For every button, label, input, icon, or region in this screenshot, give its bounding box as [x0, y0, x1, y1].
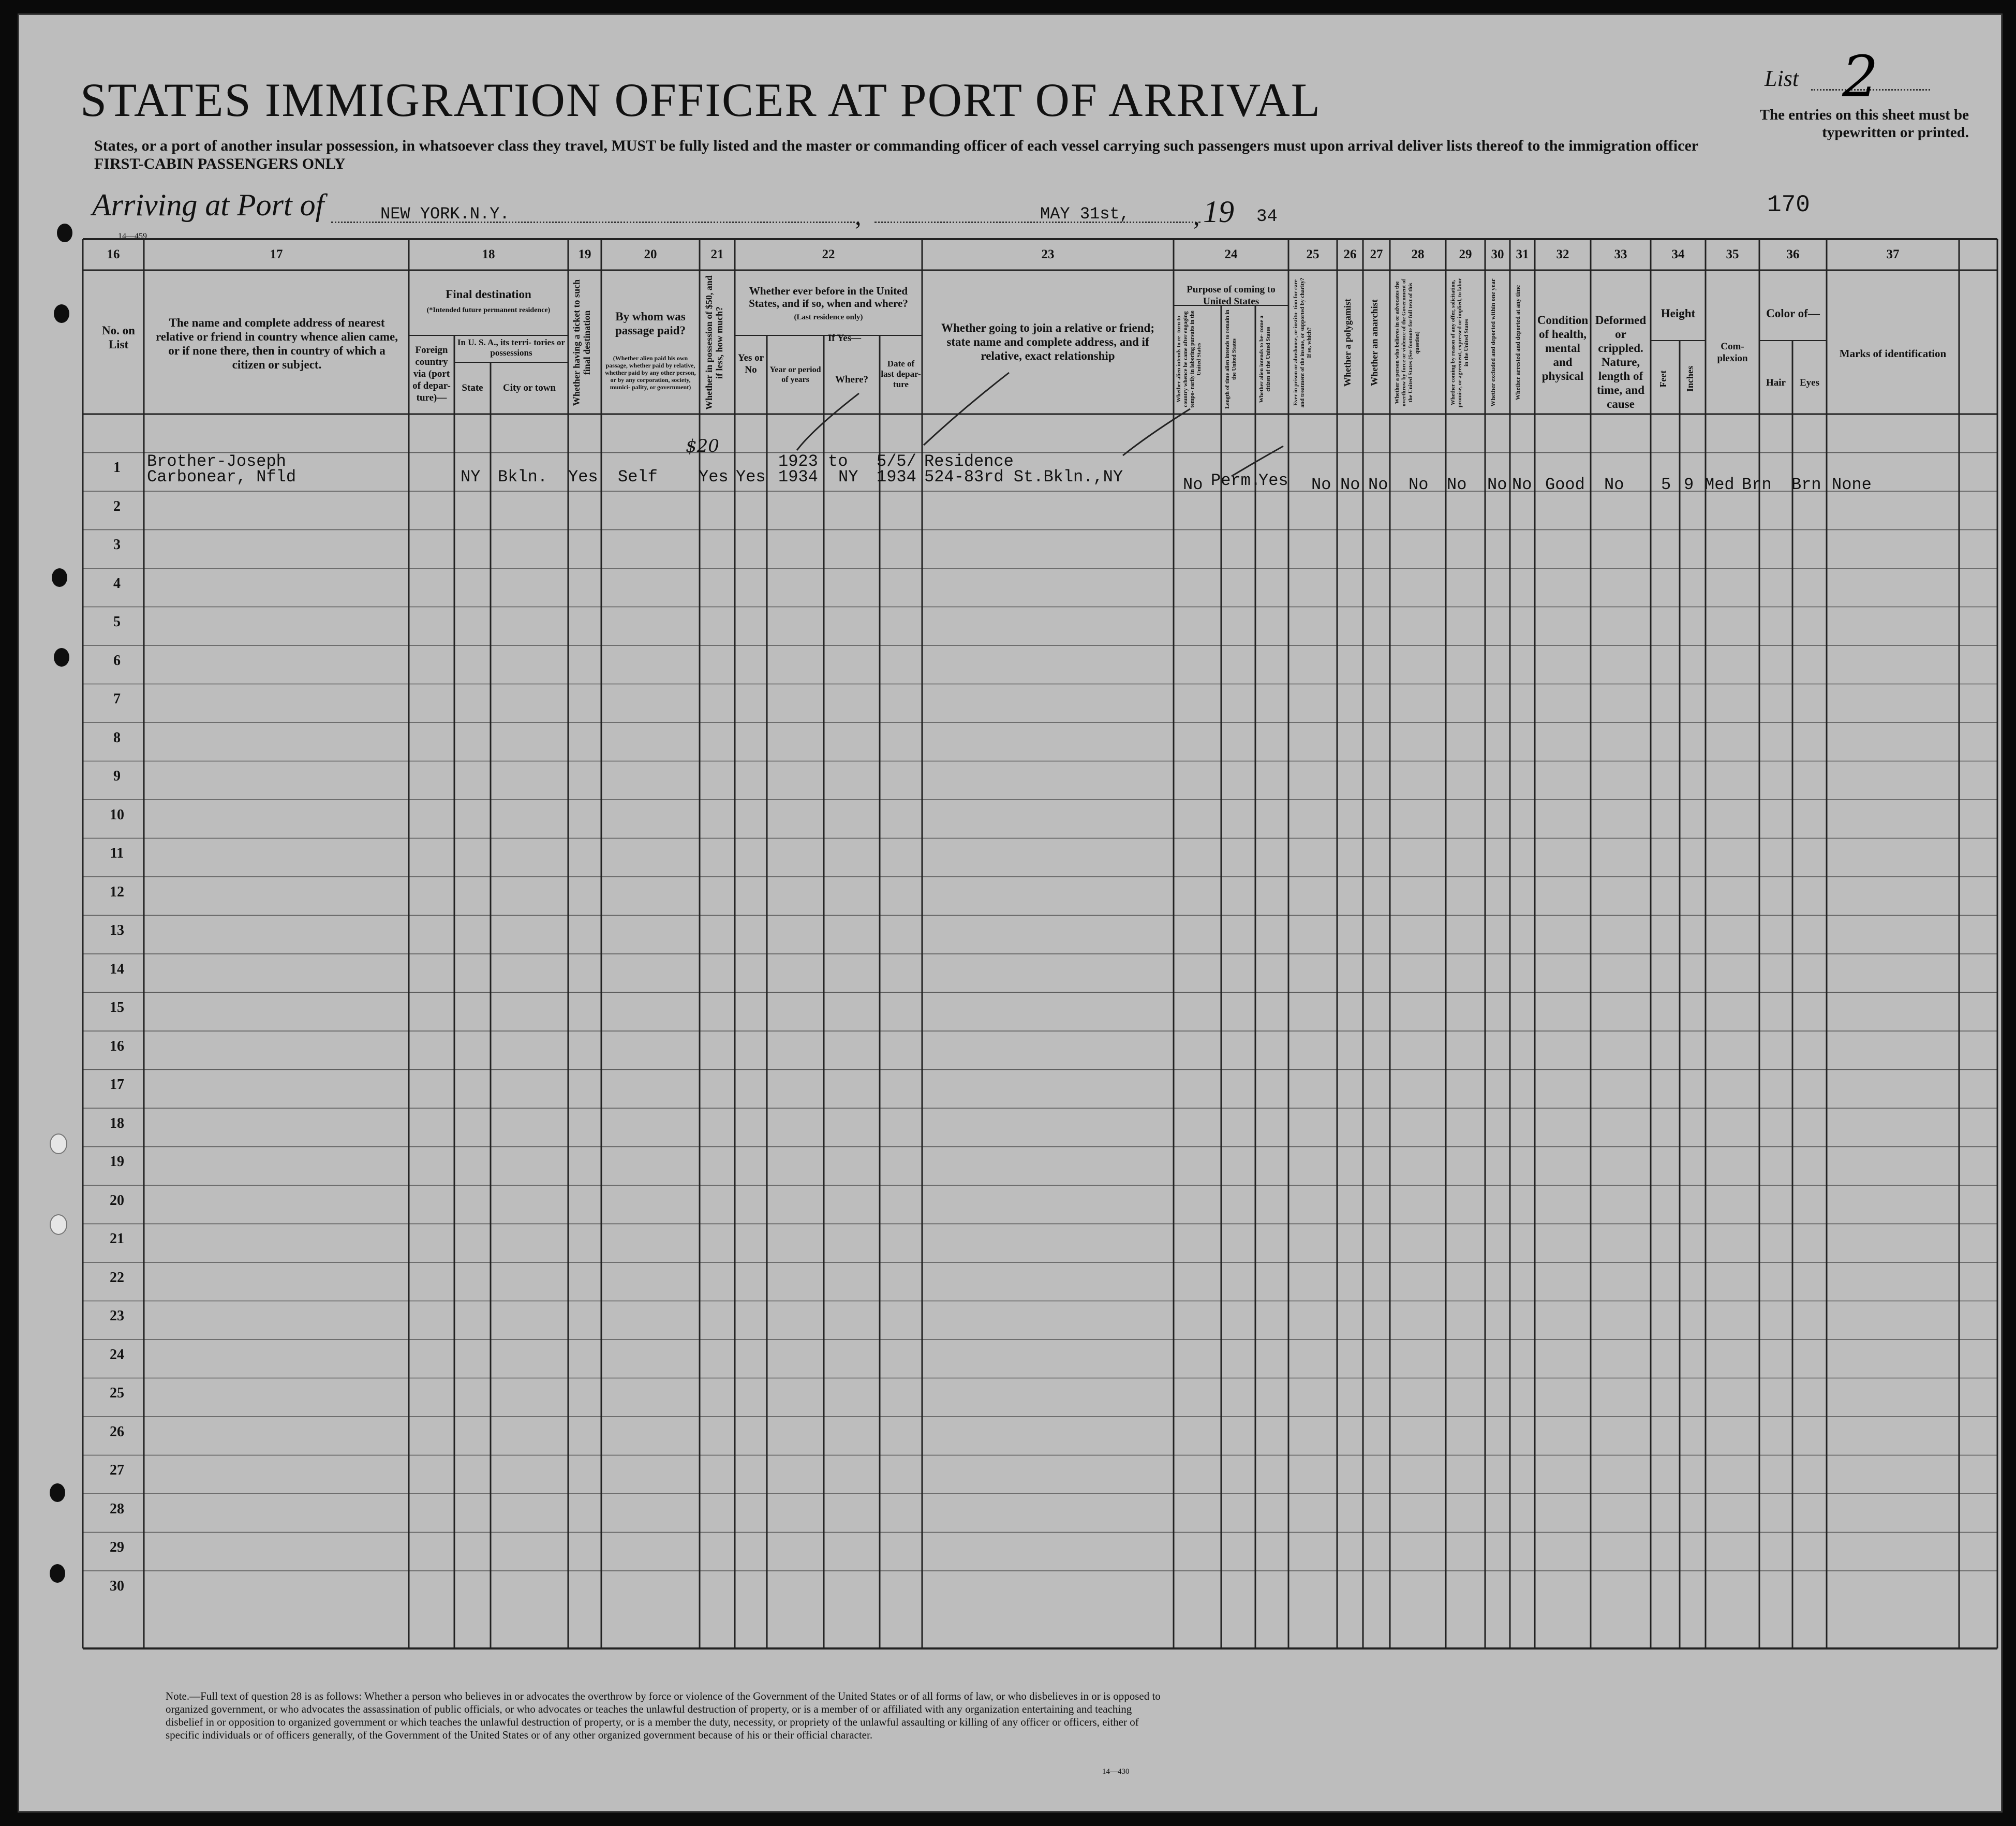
- row-number: 20: [110, 1192, 124, 1209]
- row1-polygamist: No: [1340, 475, 1360, 494]
- hdr-feet: Feet: [1658, 370, 1668, 388]
- col-num: 19: [578, 247, 591, 261]
- hdr-by-whom: By whom was passage paid?: [615, 310, 686, 337]
- entries-note: The entries on this sheet must be typewritten or printed.: [1759, 107, 1969, 141]
- row-number: 13: [110, 922, 124, 938]
- hdr-q29: Whether coming by reason of any offer, solicitation, promise, or agreement, expressed or implied, to labor in the United States: [1450, 277, 1470, 408]
- hdr-polygamist: Whether a polygamist: [1342, 299, 1353, 387]
- hdr-ever-before: Whether ever before in the United States, and if so, when and where?: [749, 285, 908, 310]
- col-num: 26: [1343, 247, 1357, 261]
- row-number: 8: [113, 729, 121, 746]
- hdr-joining-relative: Whether going to join a relative or friend; state name and complete address, and if relative, exact relationship: [941, 321, 1155, 362]
- list-number: 2: [1842, 43, 1878, 110]
- hdr-if-yes: If Yes—: [827, 333, 862, 344]
- row1-money-note: $20: [686, 436, 719, 456]
- row-number: 4: [113, 575, 121, 592]
- row1-state: NY: [461, 467, 481, 487]
- row-number: 19: [110, 1154, 124, 1170]
- hdr-purpose-c: Whether alien intends to be- come a citizen of the United States: [1258, 315, 1271, 403]
- row-number: 21: [110, 1231, 124, 1247]
- comma: ,: [1193, 201, 1200, 230]
- col-num: 20: [644, 247, 657, 261]
- hdr-prison: Ever in prison or almshouse, or institu- tion for care and treatment of the insane, or supported by charity? If so, which?: [1293, 277, 1312, 408]
- page-number: 170: [1767, 192, 1810, 218]
- hdr-purpose-b: Length of time alien intends to remain in the United States: [1224, 310, 1237, 409]
- col-num: 16: [107, 247, 120, 261]
- hdr-foreign-country: Foreign country via (port of depar- ture)—: [412, 345, 451, 403]
- row-number: 30: [110, 1578, 124, 1594]
- row1-ever-before: Yes: [736, 467, 766, 487]
- row1-where: NY: [838, 467, 858, 487]
- row-number: 12: [110, 883, 124, 900]
- row-number: 17: [110, 1077, 124, 1093]
- row-number: 3: [113, 537, 121, 553]
- col-num: 21: [710, 247, 724, 261]
- year-suffix: 34: [1256, 207, 1278, 227]
- date-value: MAY 31st,: [1040, 204, 1130, 224]
- col-num: 33: [1614, 247, 1627, 261]
- cabin-class: FIRST-CABIN PASSENGERS ONLY: [94, 155, 346, 172]
- row1-complexion: Med: [1704, 475, 1735, 494]
- hdr-year-period: Year or period of years: [769, 365, 821, 384]
- row1-relative-line2: Carbonear, Nfld: [147, 467, 297, 487]
- row1-purpose-a: No: [1183, 475, 1203, 494]
- col-num: 34: [1671, 247, 1685, 261]
- col-num: 28: [1411, 247, 1425, 261]
- page-title: STATES IMMIGRATION OFFICER AT PORT OF ARRIVAL: [80, 73, 1321, 126]
- hdr-last-residence: (Last residence only): [794, 313, 863, 321]
- row1-city: Bkln.: [498, 467, 548, 487]
- row1-condition: Good: [1545, 475, 1585, 494]
- row1-deformed: No: [1604, 475, 1624, 494]
- row-number: 25: [110, 1385, 124, 1401]
- row1-relative-line1: Brother-Joseph: [147, 452, 286, 471]
- hdr-color-of: Color of—: [1766, 307, 1820, 320]
- hdr-purpose-a: Whether alien intends to re- turn to country whence he came after engaging tempo- rarily in laboring pursuits in the United States: [1176, 311, 1202, 408]
- form-number-bottom: 14—430: [1102, 1768, 1130, 1776]
- row-number: 14: [110, 961, 124, 977]
- year-prefix: 19: [1203, 195, 1234, 229]
- hdr-q28: Whether a person who believes in or advocates the overthrow by force or violence of the Government of the United States (See footnote for full text of this question): [1394, 278, 1420, 407]
- col-num: 17: [270, 247, 283, 261]
- row-number: 16: [110, 1038, 124, 1054]
- row1-prison: No: [1311, 475, 1331, 494]
- row1-ticket: Yes: [568, 467, 598, 487]
- arriving-label: Arriving at Port of: [92, 188, 324, 222]
- col-num: 36: [1786, 247, 1800, 261]
- row-number: 11: [110, 845, 124, 861]
- row1-q31: No: [1512, 475, 1532, 494]
- col-num: 37: [1886, 247, 1900, 261]
- form-number-top: 14—459: [118, 232, 147, 241]
- hdr-marks: Marks of identification: [1839, 347, 1947, 360]
- row-number: 6: [113, 652, 121, 669]
- hdr-in-usa: In U. S. A., its terri- tories or possessions: [457, 337, 566, 358]
- row1-marks: None: [1832, 475, 1872, 494]
- row1-departure-line1: 5/5/: [877, 452, 916, 471]
- row-number: 7: [113, 691, 121, 707]
- hdr-possession-50: Whether in possession of $50, and if less, how much?: [704, 275, 724, 410]
- row-number: 28: [110, 1500, 124, 1517]
- row-number: 29: [110, 1539, 124, 1555]
- row1-purpose-b: Perm.: [1211, 471, 1261, 490]
- hdr-no-on-list: No. on List: [102, 324, 135, 351]
- row1-departure-line2: 1934: [877, 467, 916, 487]
- hdr-ticket: Whether having a ticket to such final destination: [571, 279, 592, 406]
- hdr-eyes: Eyes: [1800, 377, 1819, 388]
- hdr-q30: Whether excluded and deported within one year: [1489, 278, 1496, 407]
- hdr-inches: Inches: [1685, 366, 1695, 392]
- comma: ,: [855, 201, 862, 230]
- row1-hair: Brn: [1742, 475, 1772, 494]
- col-num: 30: [1491, 247, 1504, 261]
- footnote-q28: Note.—Full text of question 28 is as follows: Whether a person who believes in or advocates the overthrow by force or violence of the Government of the United States or of all forms of law, or who disbelieves in or is opposed to organized government, or who advocates the assassination of public officials, or who advocates or teaches the unlawful destruction of property, or is a member of or affiliated with any organization entertaining and teaching disbelief in or opposition to organized government or which teaches the unlawful destruction of property, or is a member the duty, necessity, or propriety of the unlawful assaulting or killing of any officer or officers, either of specific individuals or of officers generally, of the Government of the United States or of any other organized government because of his or their official character.: [166, 1690, 1161, 1741]
- row1-inches: 9: [1684, 475, 1694, 494]
- port-value: NEW YORK.N.Y.: [380, 204, 510, 224]
- col-num: 31: [1516, 247, 1529, 261]
- col-num: 25: [1306, 247, 1320, 261]
- hdr-city: City or town: [502, 382, 556, 393]
- row1-q30: No: [1487, 475, 1507, 494]
- row1-q29: No: [1447, 475, 1467, 494]
- row1-years-line1: 1923 to: [778, 452, 848, 471]
- row-number: 22: [110, 1269, 124, 1286]
- col-num: 24: [1224, 247, 1238, 261]
- row-number: 10: [110, 806, 124, 823]
- row1-joining-line2: 524-83rd St.Bkln.,NY: [924, 467, 1123, 487]
- list-label: List: [1765, 66, 1799, 91]
- hdr-yes-or-no: Yes or No: [737, 352, 764, 375]
- row-number: 5: [113, 614, 121, 630]
- hdr-deformed: Deformed or crippled. Nature, length of time, and cause: [1595, 314, 1647, 410]
- row-number: 9: [113, 768, 121, 784]
- row-number: 23: [110, 1308, 124, 1324]
- col-num: 22: [822, 247, 835, 261]
- hdr-final-destination: Final destination: [446, 288, 531, 301]
- row1-anarchist: No: [1368, 475, 1388, 494]
- col-num: 29: [1459, 247, 1472, 261]
- row1-paid-by: Self: [618, 467, 658, 487]
- hdr-condition: Condition of health, mental and physical: [1537, 314, 1589, 382]
- row-number: 15: [110, 999, 124, 1015]
- row-number: 2: [113, 498, 121, 514]
- hdr-state: State: [462, 382, 483, 393]
- col-num: 35: [1726, 247, 1739, 261]
- row-number: 24: [110, 1346, 124, 1363]
- hdr-where: Where?: [835, 374, 869, 385]
- instructions: States, or a port of another insular possession, in whatsoever class they travel, MUST be fully listed and the master or commanding officer of each vessel carrying such passengers must upon arrival deliver lists thereof to the immigration officer: [94, 137, 1699, 154]
- col-num: 27: [1370, 247, 1383, 261]
- hdr-date-last-departure: Date of last depar- ture: [881, 359, 921, 389]
- col-num: 23: [1041, 247, 1055, 261]
- hdr-purpose: Purpose of coming to United States: [1187, 284, 1276, 307]
- hdr-hair: Hair: [1766, 377, 1786, 388]
- hdr-by-whom-note: (Whether alien paid his own passage, whether paid by relative, whether paid by any other person, or by any corporation, society, munici- pality, or government): [605, 355, 696, 391]
- row-number: 27: [110, 1462, 124, 1478]
- row1-possession: Yes: [699, 467, 729, 487]
- row1-feet: 5: [1661, 475, 1671, 494]
- row1-q28: No: [1409, 475, 1429, 494]
- hdr-final-destination-note: (*Intended future permanent residence): [426, 306, 551, 314]
- row1-joining-line1: Residence: [924, 452, 1014, 471]
- hdr-q31: Whether arrested and deported at any time: [1514, 285, 1521, 401]
- hdr-nearest-relative: The name and complete address of nearest relative or friend in country whence alien came, or if none there, then in country of which a citizen or subject.: [155, 316, 398, 371]
- col-num: 32: [1556, 247, 1569, 261]
- hdr-complexion: Com- plexion: [1717, 341, 1748, 364]
- hdr-height: Height: [1661, 307, 1696, 320]
- hdr-anarchist: Whether an anarchist: [1369, 299, 1380, 386]
- row1-years-line2: 1934: [778, 467, 818, 487]
- row1-purpose-c: Yes: [1258, 471, 1288, 490]
- row-number: 26: [110, 1423, 124, 1440]
- col-num: 18: [482, 247, 495, 261]
- row1-eyes: Brn: [1791, 475, 1821, 494]
- row-number: 18: [110, 1115, 124, 1131]
- row-number: 1: [113, 460, 121, 476]
